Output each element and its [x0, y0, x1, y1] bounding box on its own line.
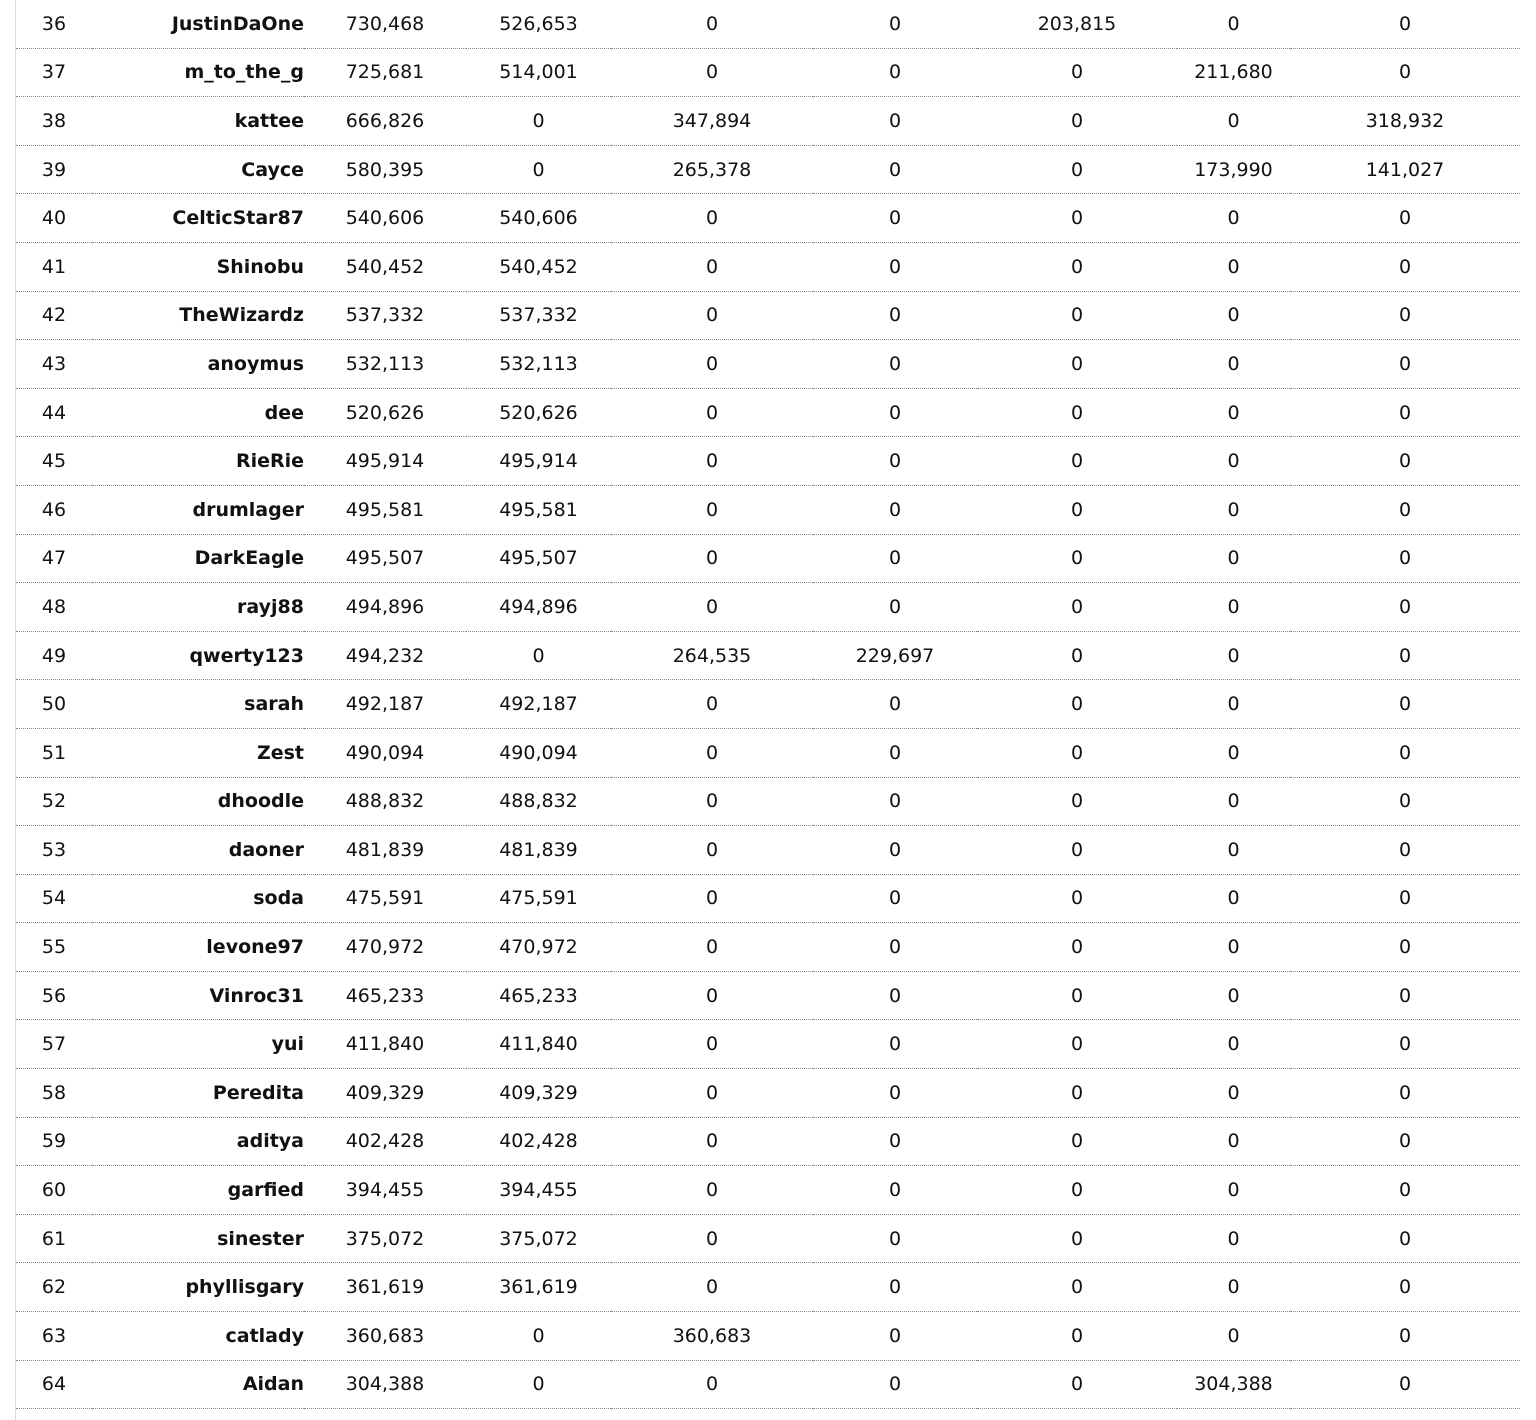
score-cell-5: 0: [1177, 1214, 1290, 1263]
player-name-cell: JustinDaOne: [92, 0, 304, 48]
score-cell-1: 537,332: [466, 291, 611, 340]
score-cell-4: 0: [977, 1312, 1177, 1361]
total-score-cell: 488,832: [304, 777, 466, 826]
score-cell-4: 0: [977, 194, 1177, 243]
rank-cell: 61: [16, 1214, 92, 1263]
score-cell-6: 0: [1290, 534, 1520, 583]
score-cell-2: 360,683: [611, 1312, 813, 1361]
rank-cell: 55: [16, 923, 92, 972]
score-cell-1: 394,455: [466, 1166, 611, 1215]
player-name-cell: DarkEagle: [92, 534, 304, 583]
total-score-cell: 537,332: [304, 291, 466, 340]
score-cell-2: 0: [611, 971, 813, 1020]
score-cell-4: 0: [977, 680, 1177, 729]
score-cell-4: 0: [977, 1020, 1177, 1069]
score-cell-6: 0: [1290, 1069, 1520, 1118]
score-cell-1: 514,001: [466, 48, 611, 97]
score-cell-5: 211,680: [1177, 48, 1290, 97]
score-cell-3: 0: [813, 1020, 977, 1069]
score-cell-5: 0: [1177, 971, 1290, 1020]
score-cell-2: 0: [611, 340, 813, 389]
score-cell-6: 0: [1290, 971, 1520, 1020]
score-cell-3: 229,697: [813, 631, 977, 680]
table-row: [16, 437, 1520, 486]
total-score-cell: 492,187: [304, 680, 466, 729]
score-cell-6: 0: [1290, 631, 1520, 680]
score-cell-1: 495,507: [466, 534, 611, 583]
total-score-cell: 540,606: [304, 194, 466, 243]
score-cell-5: 0: [1177, 194, 1290, 243]
score-cell-6: 0: [1290, 583, 1520, 632]
score-cell-6: 0: [1290, 291, 1520, 340]
total-score-cell: 375,072: [304, 1214, 466, 1263]
score-cell-5: 0: [1177, 680, 1290, 729]
score-cell-4: 0: [977, 1117, 1177, 1166]
player-name-cell: anoymus: [92, 340, 304, 389]
player-name-cell: soda: [92, 874, 304, 923]
rank-cell: 64: [16, 1360, 92, 1409]
score-cell-3: 0: [813, 145, 977, 194]
score-cell-4: 0: [977, 1263, 1177, 1312]
rank-cell: 41: [16, 242, 92, 291]
score-cell-5: 0: [1177, 583, 1290, 632]
total-score-cell: 411,840: [304, 1020, 466, 1069]
score-cell-2: 0: [611, 291, 813, 340]
total-score-cell: 481,839: [304, 826, 466, 875]
table-row: [16, 631, 1520, 680]
score-cell-1: 490,094: [466, 728, 611, 777]
rank-cell: 40: [16, 194, 92, 243]
score-cell-2: 0: [611, 777, 813, 826]
table-row: [16, 194, 1520, 243]
score-cell-3: 0: [813, 340, 977, 389]
player-name-cell: Vinroc31: [92, 971, 304, 1020]
score-cell-3: 0: [813, 242, 977, 291]
rank-cell: 57: [16, 1020, 92, 1069]
score-cell-3: 0: [813, 1360, 977, 1409]
score-cell-6: 0: [1290, 777, 1520, 826]
score-cell-6: 0: [1290, 1360, 1520, 1409]
score-cell-1: 0: [466, 145, 611, 194]
score-cell-4: 0: [977, 777, 1177, 826]
rank-cell: 54: [16, 874, 92, 923]
table-row: [16, 1020, 1520, 1069]
table-row: [16, 48, 1520, 97]
score-cell-5: 0: [1177, 388, 1290, 437]
score-cell-4: 0: [977, 340, 1177, 389]
table-row: [16, 1214, 1520, 1263]
player-name-cell: sarah: [92, 680, 304, 729]
score-cell-3: 0: [813, 971, 977, 1020]
player-name-cell: aditya: [92, 1117, 304, 1166]
score-cell-4: 0: [977, 48, 1177, 97]
score-cell-2: 0: [611, 728, 813, 777]
score-cell-5: 0: [1177, 1069, 1290, 1118]
total-score-cell: 475,591: [304, 874, 466, 923]
table-row: [16, 534, 1520, 583]
score-cell-2: 0: [611, 923, 813, 972]
score-cell-5: 0: [1177, 242, 1290, 291]
rank-cell: 39: [16, 145, 92, 194]
score-cell-2: 0: [611, 534, 813, 583]
total-score-cell: 495,507: [304, 534, 466, 583]
total-score-cell: 465,233: [304, 971, 466, 1020]
rank-cell: 52: [16, 777, 92, 826]
total-score-cell: 666,826: [304, 97, 466, 146]
player-name-cell: drumlager: [92, 485, 304, 534]
table-row: [16, 97, 1520, 146]
total-score-cell: 470,972: [304, 923, 466, 972]
rank-cell: 46: [16, 485, 92, 534]
score-cell-1: 475,591: [466, 874, 611, 923]
player-name-cell: TheWizardz: [92, 291, 304, 340]
score-cell-6: 0: [1290, 826, 1520, 875]
player-name-cell: Aidan: [92, 1360, 304, 1409]
score-cell-2: 0: [611, 1166, 813, 1215]
score-cell-4: 0: [977, 1360, 1177, 1409]
score-cell-1: 375,072: [466, 1214, 611, 1263]
score-cell-6: 0: [1290, 1166, 1520, 1215]
score-cell-4: 0: [977, 485, 1177, 534]
score-cell-4: 0: [977, 728, 1177, 777]
score-cell-5: 0: [1177, 485, 1290, 534]
score-cell-1: 488,832: [466, 777, 611, 826]
score-cell-2: 0: [611, 48, 813, 97]
score-cell-2: 0: [611, 826, 813, 875]
table-row: [16, 923, 1520, 972]
score-cell-3: 0: [813, 388, 977, 437]
score-cell-3: 0: [813, 1214, 977, 1263]
table-row: [16, 1117, 1520, 1166]
rank-cell: 60: [16, 1166, 92, 1215]
score-cell-5: 304,388: [1177, 1360, 1290, 1409]
score-cell-5: 0: [1177, 1020, 1290, 1069]
score-cell-2: 0: [611, 194, 813, 243]
score-cell-2: 265,378: [611, 145, 813, 194]
table-row: [16, 583, 1520, 632]
score-cell-5: 0: [1177, 874, 1290, 923]
rank-cell: 47: [16, 534, 92, 583]
score-cell-6: 0: [1290, 1117, 1520, 1166]
total-score-cell: 490,094: [304, 728, 466, 777]
score-cell-4: 0: [977, 145, 1177, 194]
player-name-cell: levone97: [92, 923, 304, 972]
score-cell-4: 0: [977, 242, 1177, 291]
score-cell-1: 540,606: [466, 194, 611, 243]
score-cell-3: 0: [813, 534, 977, 583]
table-row: [16, 971, 1520, 1020]
score-cell-4: 0: [977, 826, 1177, 875]
score-cell-3: 0: [813, 923, 977, 972]
total-score-cell: 725,681: [304, 48, 466, 97]
score-cell-6: 0: [1290, 1263, 1520, 1312]
total-score-cell: 494,232: [304, 631, 466, 680]
table-row: [16, 1069, 1520, 1118]
score-cell-6: 0: [1290, 0, 1520, 48]
total-score-cell: 495,581: [304, 485, 466, 534]
score-cell-4: 0: [977, 534, 1177, 583]
score-cell-2: 0: [611, 1069, 813, 1118]
rank-cell: 59: [16, 1117, 92, 1166]
player-name-cell: Shinobu: [92, 242, 304, 291]
score-cell-6: 0: [1290, 388, 1520, 437]
score-cell-2: 0: [611, 1214, 813, 1263]
score-cell-1: 495,914: [466, 437, 611, 486]
player-name-cell: sinester: [92, 1214, 304, 1263]
player-name-cell: RieRie: [92, 437, 304, 486]
player-name-cell: rayj88: [92, 583, 304, 632]
table-row: [16, 777, 1520, 826]
score-cell-3: 0: [813, 485, 977, 534]
score-cell-4: 0: [977, 923, 1177, 972]
score-cell-6: 0: [1290, 340, 1520, 389]
score-cell-3: 0: [813, 194, 977, 243]
table-row: [16, 728, 1520, 777]
score-cell-5: 0: [1177, 437, 1290, 486]
score-cell-2: 0: [611, 1020, 813, 1069]
score-cell-3: 0: [813, 1069, 977, 1118]
score-cell-2: 0: [611, 1360, 813, 1409]
score-cell-4: 0: [977, 97, 1177, 146]
score-cell-6: 0: [1290, 923, 1520, 972]
total-score-cell: 540,452: [304, 242, 466, 291]
table-row: [16, 0, 1520, 48]
score-cell-5: 173,990: [1177, 145, 1290, 194]
score-cell-1: 540,452: [466, 242, 611, 291]
rank-cell: 48: [16, 583, 92, 632]
player-name-cell: kattee: [92, 97, 304, 146]
score-cell-5: 0: [1177, 728, 1290, 777]
score-cell-3: 0: [813, 728, 977, 777]
score-cell-6: 0: [1290, 680, 1520, 729]
table-row: [16, 291, 1520, 340]
rank-cell: 37: [16, 48, 92, 97]
score-cell-3: 0: [813, 1312, 977, 1361]
rank-cell: 63: [16, 1312, 92, 1361]
score-cell-1: 0: [466, 97, 611, 146]
player-name-cell: yui: [92, 1020, 304, 1069]
score-cell-1: 470,972: [466, 923, 611, 972]
table-row: [16, 826, 1520, 875]
table-row: [16, 340, 1520, 389]
score-cell-1: 411,840: [466, 1020, 611, 1069]
score-cell-2: 0: [611, 242, 813, 291]
table-row: [16, 145, 1520, 194]
score-cell-1: 361,619: [466, 1263, 611, 1312]
score-cell-1: 494,896: [466, 583, 611, 632]
leaderboard-body: [16, 0, 1520, 1409]
score-cell-5: 0: [1177, 291, 1290, 340]
score-cell-5: 0: [1177, 1312, 1290, 1361]
rank-cell: 44: [16, 388, 92, 437]
score-cell-5: 0: [1177, 97, 1290, 146]
score-cell-6: 0: [1290, 1312, 1520, 1361]
total-score-cell: 495,914: [304, 437, 466, 486]
score-cell-3: 0: [813, 0, 977, 48]
score-cell-6: 0: [1290, 242, 1520, 291]
score-cell-5: 0: [1177, 923, 1290, 972]
score-cell-6: 0: [1290, 485, 1520, 534]
total-score-cell: 409,329: [304, 1069, 466, 1118]
score-cell-3: 0: [813, 874, 977, 923]
score-cell-6: 0: [1290, 1214, 1520, 1263]
player-name-cell: CelticStar87: [92, 194, 304, 243]
score-cell-5: 0: [1177, 534, 1290, 583]
score-cell-1: 526,653: [466, 0, 611, 48]
score-cell-2: 0: [611, 1263, 813, 1312]
score-cell-6: 0: [1290, 728, 1520, 777]
total-score-cell: 532,113: [304, 340, 466, 389]
score-cell-2: 0: [611, 680, 813, 729]
score-cell-3: 0: [813, 826, 977, 875]
total-score-cell: 494,896: [304, 583, 466, 632]
score-cell-1: 402,428: [466, 1117, 611, 1166]
rank-cell: 53: [16, 826, 92, 875]
score-cell-4: 0: [977, 1069, 1177, 1118]
score-cell-2: 0: [611, 0, 813, 48]
total-score-cell: 580,395: [304, 145, 466, 194]
score-cell-4: 0: [977, 388, 1177, 437]
player-name-cell: m_to_the_g: [92, 48, 304, 97]
score-cell-1: 492,187: [466, 680, 611, 729]
player-name-cell: Peredita: [92, 1069, 304, 1118]
score-cell-6: 318,932: [1290, 97, 1520, 146]
total-score-cell: 730,468: [304, 0, 466, 48]
score-cell-6: 0: [1290, 874, 1520, 923]
table-row: [16, 1312, 1520, 1361]
score-cell-5: 0: [1177, 1117, 1290, 1166]
score-cell-4: 0: [977, 583, 1177, 632]
rank-cell: 45: [16, 437, 92, 486]
rank-cell: 43: [16, 340, 92, 389]
rank-cell: 42: [16, 291, 92, 340]
score-cell-2: 347,894: [611, 97, 813, 146]
score-cell-3: 0: [813, 97, 977, 146]
score-cell-4: 0: [977, 874, 1177, 923]
rank-cell: 50: [16, 680, 92, 729]
player-name-cell: Zest: [92, 728, 304, 777]
score-cell-5: 0: [1177, 826, 1290, 875]
score-cell-3: 0: [813, 48, 977, 97]
total-score-cell: 360,683: [304, 1312, 466, 1361]
score-cell-2: 0: [611, 485, 813, 534]
score-cell-6: 0: [1290, 48, 1520, 97]
score-cell-3: 0: [813, 777, 977, 826]
table-row: [16, 680, 1520, 729]
score-cell-4: 203,815: [977, 0, 1177, 48]
rank-cell: 58: [16, 1069, 92, 1118]
table-row: [16, 242, 1520, 291]
leaderboard-table: [16, 0, 1520, 1409]
score-cell-6: 0: [1290, 437, 1520, 486]
player-name-cell: dee: [92, 388, 304, 437]
score-cell-5: 0: [1177, 0, 1290, 48]
table-row: [16, 874, 1520, 923]
score-cell-3: 0: [813, 437, 977, 486]
rank-cell: 36: [16, 0, 92, 48]
player-name-cell: catlady: [92, 1312, 304, 1361]
score-cell-6: 141,027: [1290, 145, 1520, 194]
player-name-cell: phyllisgary: [92, 1263, 304, 1312]
score-cell-1: 0: [466, 631, 611, 680]
rank-cell: 51: [16, 728, 92, 777]
score-cell-3: 0: [813, 583, 977, 632]
table-row: [16, 1360, 1520, 1409]
score-cell-4: 0: [977, 291, 1177, 340]
score-cell-1: 481,839: [466, 826, 611, 875]
total-score-cell: 304,388: [304, 1360, 466, 1409]
table-row: [16, 1166, 1520, 1215]
table-row: [16, 485, 1520, 534]
score-cell-3: 0: [813, 291, 977, 340]
score-cell-2: 0: [611, 437, 813, 486]
table-row: [16, 1263, 1520, 1312]
score-cell-1: 0: [466, 1312, 611, 1361]
score-cell-5: 0: [1177, 631, 1290, 680]
score-cell-3: 0: [813, 680, 977, 729]
score-cell-5: 0: [1177, 340, 1290, 389]
player-name-cell: dhoodle: [92, 777, 304, 826]
score-cell-3: 0: [813, 1166, 977, 1215]
score-cell-1: 465,233: [466, 971, 611, 1020]
score-cell-4: 0: [977, 1166, 1177, 1215]
score-cell-6: 0: [1290, 1020, 1520, 1069]
total-score-cell: 394,455: [304, 1166, 466, 1215]
score-cell-4: 0: [977, 437, 1177, 486]
score-cell-5: 0: [1177, 1263, 1290, 1312]
total-score-cell: 402,428: [304, 1117, 466, 1166]
score-cell-2: 0: [611, 583, 813, 632]
score-cell-1: 532,113: [466, 340, 611, 389]
player-name-cell: qwerty123: [92, 631, 304, 680]
rank-cell: 38: [16, 97, 92, 146]
score-cell-1: 520,626: [466, 388, 611, 437]
player-name-cell: daoner: [92, 826, 304, 875]
score-cell-1: 495,581: [466, 485, 611, 534]
total-score-cell: 520,626: [304, 388, 466, 437]
rank-cell: 62: [16, 1263, 92, 1312]
score-cell-4: 0: [977, 1214, 1177, 1263]
score-cell-2: 0: [611, 874, 813, 923]
score-cell-4: 0: [977, 971, 1177, 1020]
table-row: [16, 388, 1520, 437]
player-name-cell: garfied: [92, 1166, 304, 1215]
player-name-cell: Cayce: [92, 145, 304, 194]
score-cell-6: 0: [1290, 194, 1520, 243]
score-cell-1: 0: [466, 1360, 611, 1409]
score-cell-5: 0: [1177, 1166, 1290, 1215]
score-cell-2: 264,535: [611, 631, 813, 680]
rank-cell: 56: [16, 971, 92, 1020]
score-cell-2: 0: [611, 388, 813, 437]
total-score-cell: 361,619: [304, 1263, 466, 1312]
rank-cell: 49: [16, 631, 92, 680]
score-cell-5: 0: [1177, 777, 1290, 826]
score-cell-1: 409,329: [466, 1069, 611, 1118]
score-cell-3: 0: [813, 1263, 977, 1312]
score-cell-4: 0: [977, 631, 1177, 680]
score-cell-2: 0: [611, 1117, 813, 1166]
score-cell-3: 0: [813, 1117, 977, 1166]
